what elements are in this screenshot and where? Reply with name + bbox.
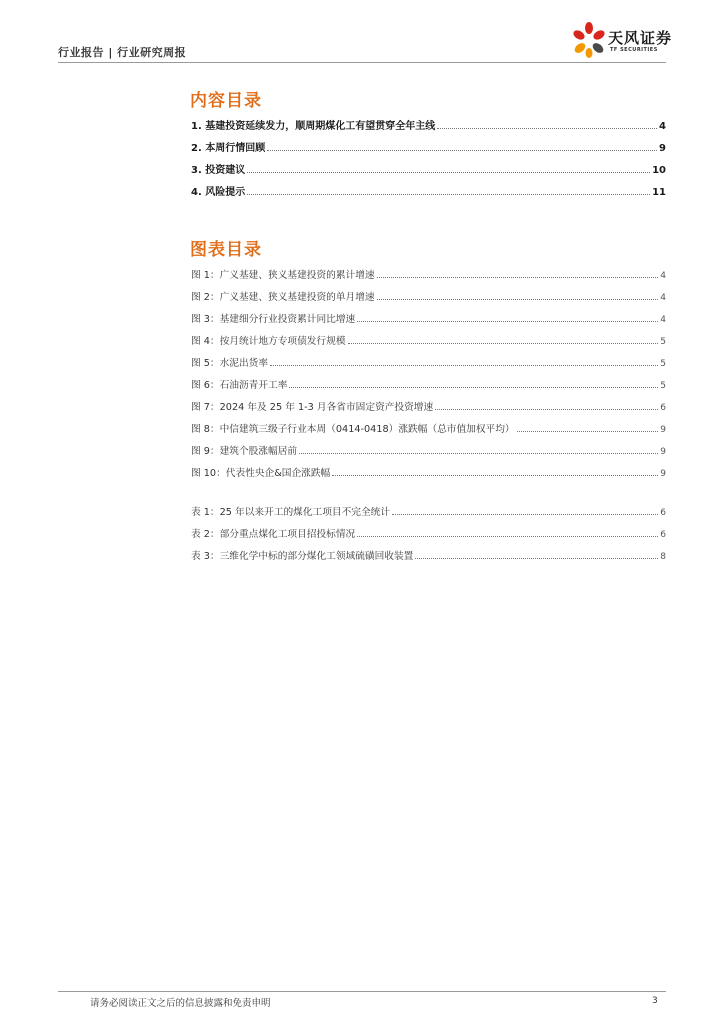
logo-mark-icon: [570, 20, 608, 60]
report-category: 行业报告 | 行业研究周报: [58, 46, 187, 59]
figures-title: 图表目录: [190, 240, 262, 260]
toc-entry-label: 3. 投资建议: [191, 165, 246, 176]
leader-dots: [267, 150, 657, 151]
figure-entry-page: 9: [660, 469, 666, 479]
figure-entry[interactable]: [191, 303, 666, 325]
figure-entry-label: 图 4：按月统计地方专项债发行规模: [191, 336, 346, 347]
figure-entry-page: 4: [660, 271, 666, 281]
toc-entry[interactable]: [191, 132, 666, 154]
figure-entry-page: 6: [660, 403, 666, 413]
figure-entry[interactable]: [191, 259, 666, 281]
leader-dots: [247, 194, 650, 195]
figure-entry-label: 图 6：石油沥青开工率: [191, 380, 288, 391]
toc-entry-label: 1. 基建投资延续发力，顺周期煤化工有望贯穿全年主线: [191, 121, 436, 132]
leader-dots: [289, 387, 658, 388]
footer-disclaimer: 请务必阅读正文之后的信息披露和免责申明: [90, 998, 271, 1009]
figure-entry-label: 图 3：基建细分行业投资累计同比增速: [191, 314, 356, 325]
table-entry[interactable]: [191, 540, 666, 562]
figure-entry-label: 图 8：中信建筑三级子行业本周（0414-0418）涨跌幅（总市值加权平均）: [191, 424, 515, 435]
logo-name-en: TF SECURITIES: [610, 47, 658, 53]
figure-entry-page: 9: [660, 425, 666, 435]
leader-dots: [437, 128, 657, 129]
leader-dots: [270, 365, 658, 366]
footer-divider: [58, 991, 666, 992]
leader-dots: [415, 558, 658, 559]
leader-dots: [332, 475, 658, 476]
figure-entry-label: 图 2：广义基建、狭义基建投资的单月增速: [191, 292, 375, 303]
leader-dots: [377, 299, 659, 300]
company-logo: [570, 20, 673, 62]
toc-entry[interactable]: [191, 176, 666, 198]
leader-dots: [299, 453, 658, 454]
table-entry[interactable]: [191, 496, 666, 518]
figure-entry[interactable]: [191, 435, 666, 457]
toc-entry-page: 10: [652, 165, 666, 176]
figure-entry-label: 图 9：建筑个股涨幅居前: [191, 446, 298, 457]
figure-entry[interactable]: [191, 325, 666, 347]
table-list: [191, 496, 666, 562]
logo-name-cn: 天风证券: [608, 29, 673, 47]
toc-entry[interactable]: [191, 110, 666, 132]
leader-dots: [348, 343, 659, 344]
toc-entry-label: 4. 风险提示: [191, 187, 246, 198]
leader-dots: [357, 321, 658, 322]
figure-entry-page: 5: [660, 337, 666, 347]
figure-entry[interactable]: [191, 369, 666, 391]
figure-entry[interactable]: [191, 391, 666, 413]
table-entry[interactable]: [191, 518, 666, 540]
table-entry-label: 表 1：25 年以来开工的煤化工项目不完全统计: [191, 507, 391, 518]
toc-entry-page: 4: [659, 121, 666, 132]
leader-dots: [377, 277, 659, 278]
figure-entry[interactable]: [191, 457, 666, 479]
figure-entry-label: 图 1：广义基建、狭义基建投资的累计增速: [191, 270, 375, 281]
table-entry-page: 6: [660, 508, 666, 518]
page-number: 3: [652, 996, 658, 1006]
table-entry-label: 表 3：三维化学中标的部分煤化工领域硫磺回收装置: [191, 551, 414, 562]
toc-title: 内容目录: [190, 91, 262, 111]
figure-entry-page: 5: [660, 359, 666, 369]
toc-entry-page: 9: [659, 143, 666, 154]
figure-list: [191, 259, 666, 479]
table-entry-page: 8: [660, 552, 666, 562]
table-entry-page: 6: [660, 530, 666, 540]
figure-entry-page: 9: [660, 447, 666, 457]
leader-dots: [435, 409, 658, 410]
figure-entry-label: 图 7：2024 年及 25 年 1-3 月各省市固定资产投资增速: [191, 402, 434, 413]
header-divider: [58, 62, 666, 63]
figure-entry-page: 4: [660, 315, 666, 325]
figure-entry-label: 图 10：代表性央企&国企涨跌幅: [191, 468, 331, 479]
toc-list: [191, 110, 666, 198]
figure-entry[interactable]: [191, 347, 666, 369]
toc-entry[interactable]: [191, 154, 666, 176]
table-entry-label: 表 2：部分重点煤化工项目招投标情况: [191, 529, 356, 540]
leader-dots: [357, 536, 658, 537]
leader-dots: [247, 172, 650, 173]
leader-dots: [517, 431, 659, 432]
figure-entry[interactable]: [191, 413, 666, 435]
toc-entry-page: 11: [652, 187, 666, 198]
leader-dots: [392, 514, 658, 515]
figure-entry-label: 图 5：水泥出货率: [191, 358, 269, 369]
figure-entry-page: 4: [660, 293, 666, 303]
figure-entry-page: 5: [660, 381, 666, 391]
figure-entry[interactable]: [191, 281, 666, 303]
toc-entry-label: 2. 本周行情回顾: [191, 143, 266, 154]
